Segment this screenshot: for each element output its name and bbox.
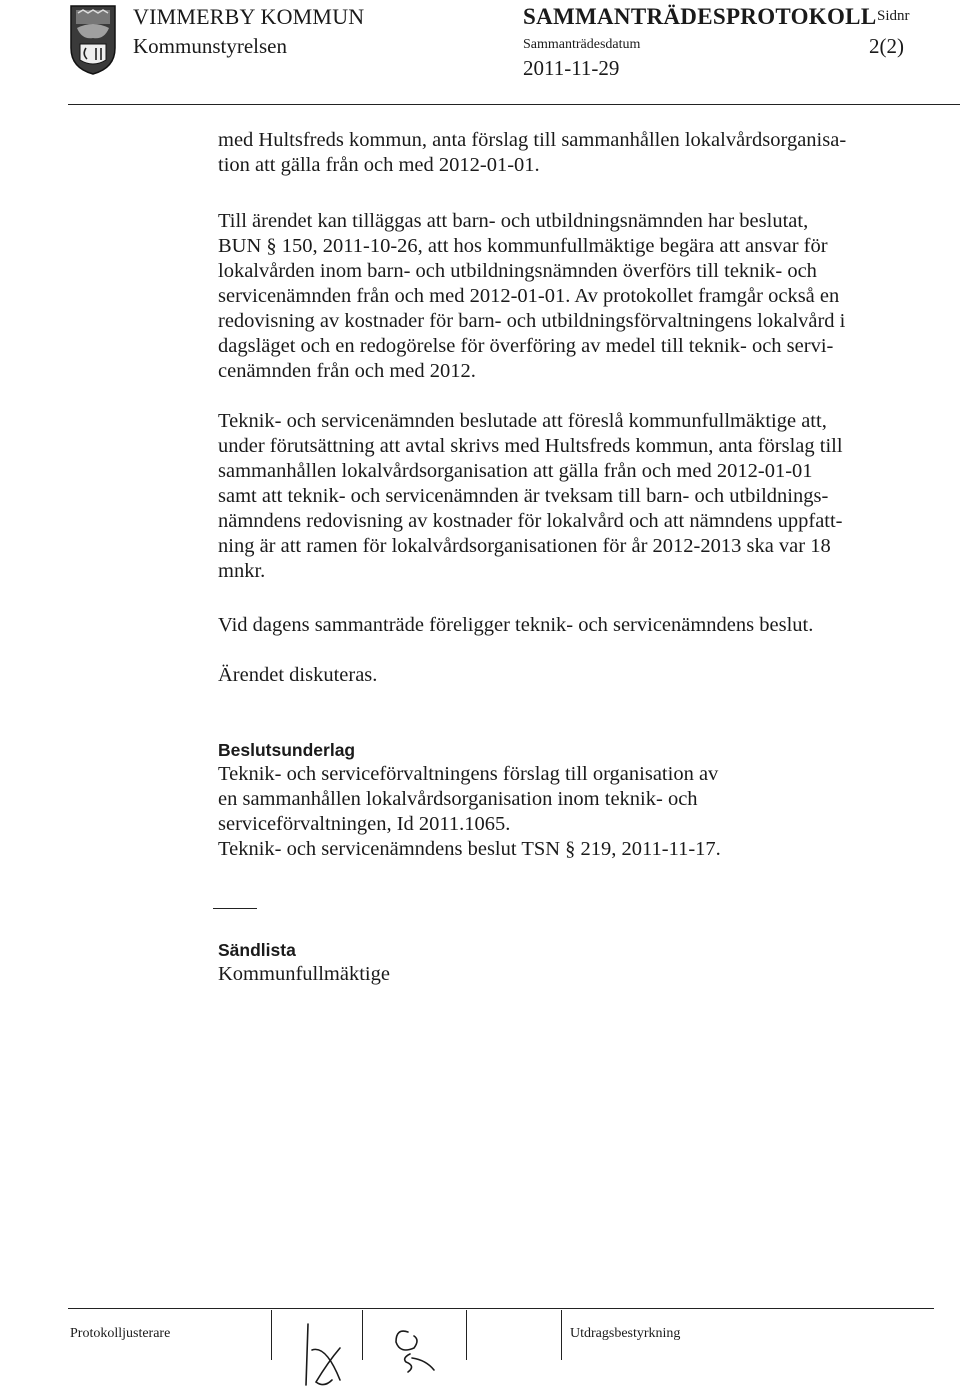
meeting-date-label: Sammanträdesdatum [523,37,641,52]
organization-name: VIMMERBY KOMMUN [133,4,365,29]
page-number-value: 2(2) [869,34,904,58]
page-number-label: Sidnr [877,8,910,24]
paragraph-5: Ärendet diskuteras. [218,664,378,686]
beslutsunderlag-list [218,762,721,862]
paragraph-line: ning är att ramen för lokalvårdsorganisationen för år 2012-2013 ska var 18 [218,535,831,557]
list-item: Teknik- och serviceförvaltningens förslag till organisation av [218,763,719,785]
beslutsunderlag-heading: Beslutsunderlag [218,740,356,760]
paragraph-line: Till ärendet kan tilläggas att barn- och utbildningsnämnden har beslutat, [218,210,809,232]
footer-divider [68,1308,934,1309]
paragraph-line: lokalvården inom barn- och utbildningsnämnden överförs till teknik- och [218,260,817,282]
section-divider [213,908,257,909]
footer-label-utdragsbestyrkning: Utdragsbestyrkning [570,1326,681,1341]
paragraph-line: mnkr. [218,560,266,582]
department-name: Kommunstyrelsen [133,34,287,58]
paragraph-line: cenämnden från och med 2012. [218,360,476,382]
paragraph-line: nämndens redovisning av kostnader för lokalvård och att nämndens uppfatt- [218,510,843,532]
paragraph-3 [218,409,878,584]
header-divider [68,104,960,105]
paragraph-line: redovisning av kostnader för barn- och utbildningsförvaltningens lokalvård i [218,310,846,332]
meeting-date-value: 2011-11-29 [523,56,620,80]
paragraph-1 [218,128,878,178]
footer-label-protokolljusterare: Protokolljusterare [70,1326,171,1341]
signature-initials [386,1310,536,1390]
sandlista-recipient: Kommunfullmäktige [218,963,390,985]
paragraph-4: Vid dagens sammanträde föreligger teknik- och servicenämndens beslut. [218,614,814,636]
paragraph-line: Teknik- och servicenämnden beslutade att föreslå kommunfullmäktige att, [218,410,827,432]
municipal-crest-logo [68,4,118,76]
paragraph-line: tion att gälla från och med 2012-01-01. [218,154,540,176]
paragraph-line: med Hultsfreds kommun, anta förslag till sammanhållen lokalvårdsorganisa- [218,129,847,151]
document-type-title: SAMMANTRÄDESPROTOKOLL [523,4,877,29]
paragraph-line: BUN § 150, 2011-10-26, att hos kommunfullmäktige begära att ansvar för [218,235,828,257]
footer-separator [561,1310,562,1360]
paragraph-line: samt att teknik- och servicenämnden är tveksam till barn- och utbildnings- [218,485,829,507]
list-item: Teknik- och servicenämndens beslut TSN § 219, 2011-11-17. [218,838,721,860]
list-item: serviceförvaltningen, Id 2011.1065. [218,813,511,835]
paragraph-line: servicenämnden från och med 2012-01-01. Av protokollet framgår också en [218,285,840,307]
footer-separator [271,1310,272,1360]
paragraph-line: dagsläget och en redogörelse för överföring av medel till teknik- och servi- [218,335,834,357]
paragraph-line: under förutsättning att avtal skrivs med Hultsfreds kommun, anta förslag till [218,435,843,457]
paragraph-2 [218,209,878,384]
sandlista-heading: Sändlista [218,940,296,960]
paragraph-line: sammanhållen lokalvårdsorganisation att gälla från och med 2012-01-01 [218,460,813,482]
list-item: en sammanhållen lokalvårdsorganisation inom teknik- och [218,788,698,810]
